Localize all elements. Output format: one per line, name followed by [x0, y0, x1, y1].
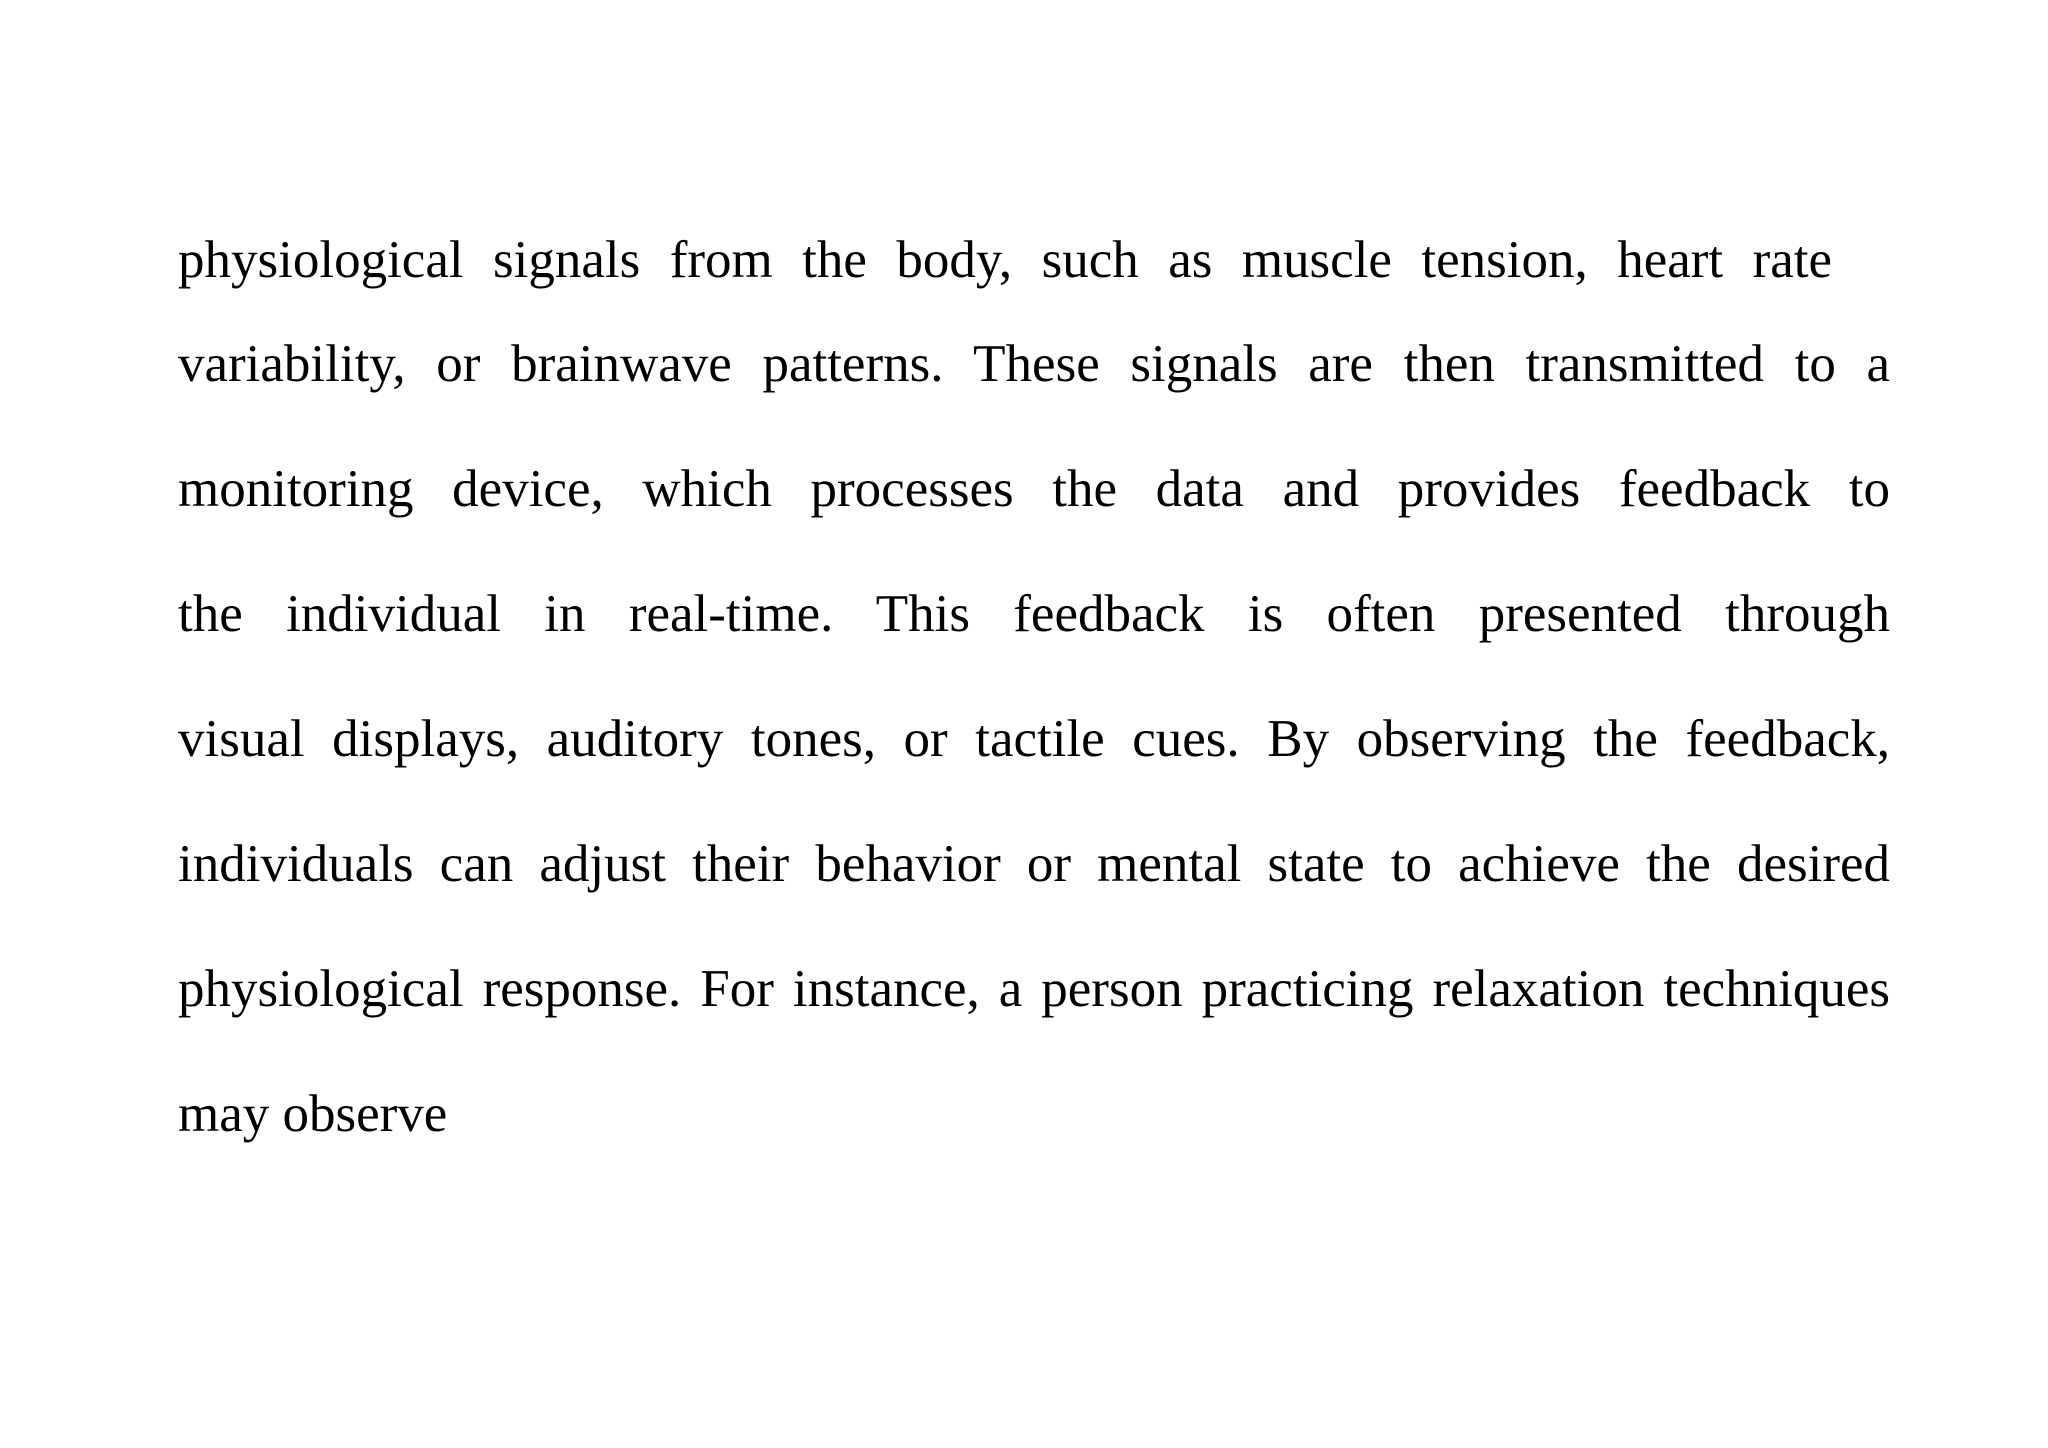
text-line-1: physiological signals from the body, such as muscle tension, heart rate [178, 231, 1832, 289]
text-line-4: the individual in real-time. This feedback is often presented through [178, 585, 1890, 643]
text-line-6: individuals can adjust their behavior or mental state to achieve the desired [178, 835, 1890, 893]
text-line-2: variability, or brainwave patterns. These signals are then transmitted to a [178, 335, 1890, 393]
text-line-7: physiological response. For instance, a person practicing relaxation techniques [178, 960, 1890, 1018]
text-line-5: visual displays, auditory tones, or tactile cues. By observing the feedback, [178, 710, 1890, 768]
text-line-3: monitoring device, which processes the data and provides feedback to [178, 460, 1890, 518]
text-line-8: may observe [178, 1085, 448, 1143]
